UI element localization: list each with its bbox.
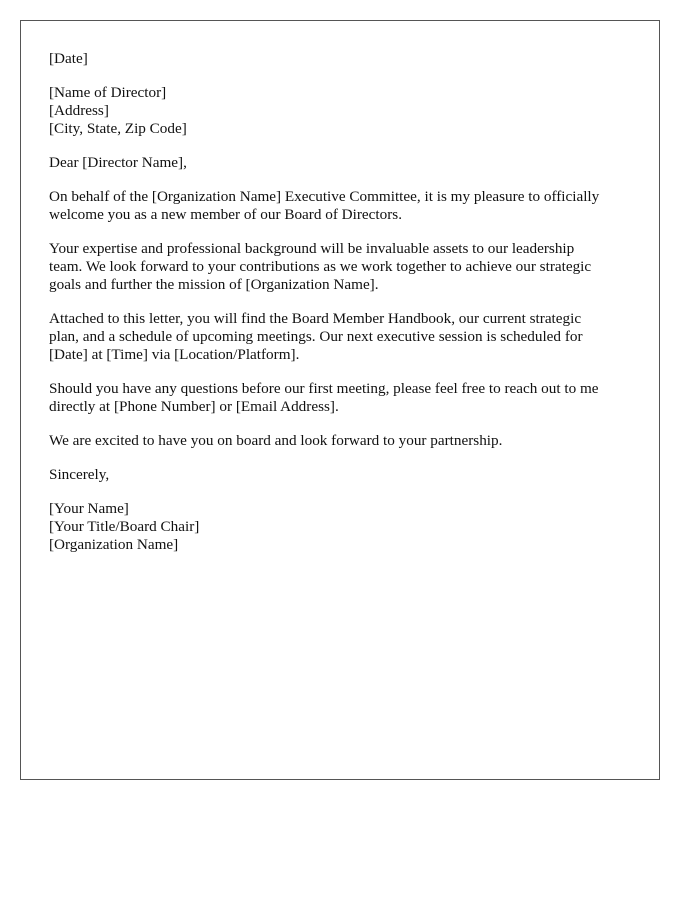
body-paragraph-welcome xyxy=(49,188,639,224)
letter-date xyxy=(49,50,639,68)
paragraph-line: goals and further the mission of [Organization Name]. xyxy=(49,276,379,293)
closing-text: Sincerely, xyxy=(49,466,110,483)
salutation xyxy=(49,154,639,172)
body-paragraph-expertise xyxy=(49,240,639,294)
paragraph-line: team. We look forward to your contributions as we work together to achieve our strategic xyxy=(49,258,592,275)
signature-organization: [Organization Name] xyxy=(49,536,179,553)
paragraph-line: We are excited to have you on board and look forward to your partnership. xyxy=(49,432,503,449)
paragraph-line: [Date] at [Time] via [Location/Platform]. xyxy=(49,346,300,363)
body-paragraph-closing-remarks xyxy=(49,432,639,450)
salutation-text: Dear [Director Name], xyxy=(49,154,187,171)
recipient-name: [Name of Director] xyxy=(49,84,167,101)
paragraph-line: Your expertise and professional background will be invaluable assets to our leadership xyxy=(49,240,575,257)
date-text: [Date] xyxy=(49,50,88,67)
paragraph-line: welcome you as a new member of our Board of Directors. xyxy=(49,206,402,223)
closing xyxy=(49,466,639,484)
paragraph-line: Should you have any questions before our first meeting, please feel free to reach out to me xyxy=(49,380,599,397)
paragraph-line: plan, and a schedule of upcoming meetings. Our next executive session is scheduled for xyxy=(49,328,583,345)
signature-title: [Your Title/Board Chair] xyxy=(49,518,200,535)
paragraph-line: directly at [Phone Number] or [Email Address]. xyxy=(49,398,339,415)
body-paragraph-contact xyxy=(49,380,639,416)
recipient-city-state-zip: [City, State, Zip Code] xyxy=(49,120,187,137)
recipient-address: [Address] xyxy=(49,102,109,119)
letter-page xyxy=(20,20,660,780)
body-paragraph-attachments xyxy=(49,310,639,364)
paragraph-line: On behalf of the [Organization Name] Executive Committee, it is my pleasure to officially xyxy=(49,188,600,205)
signature-name: [Your Name] xyxy=(49,500,129,517)
recipient-address-block xyxy=(49,84,639,138)
paragraph-line: Attached to this letter, you will find the Board Member Handbook, our current strategic xyxy=(49,310,582,327)
signature-block xyxy=(49,500,639,554)
